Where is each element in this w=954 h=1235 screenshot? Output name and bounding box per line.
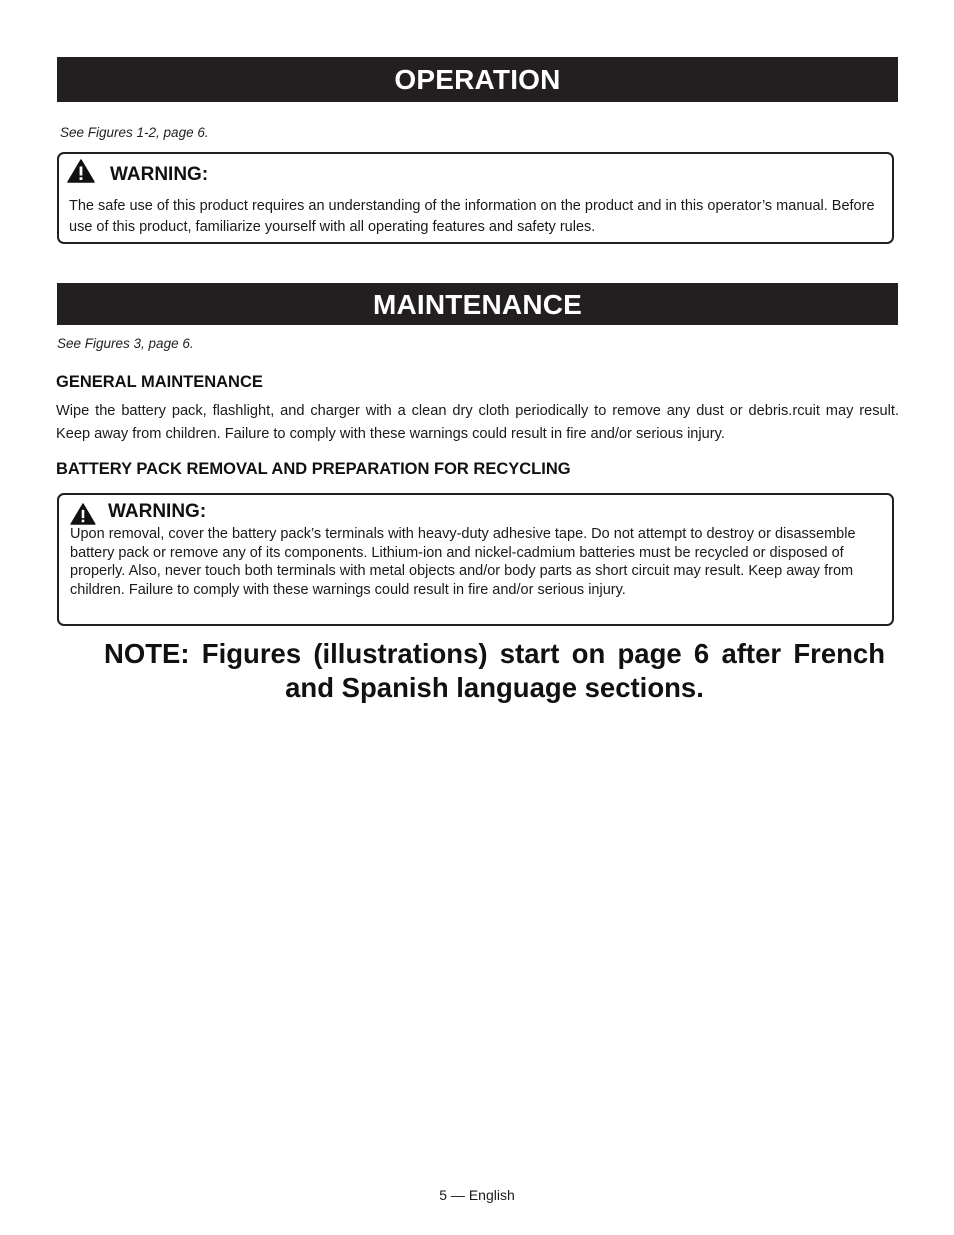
operation-warning-box <box>57 152 894 244</box>
warning-text: The safe use of this product requires an understanding of the information on the product and in this operator’s manual. Before use of this product, familiarize yourself with all operating features and safety rules. <box>69 198 875 235</box>
maintenance-banner: MAINTENANCE <box>57 283 898 325</box>
general-maintenance-text: Wipe the battery pack, flashlight, and charger with a clean dry cloth periodically to remove any dust or debris.rcuit may result. Keep away from children. Failure to comply with these warnings could result in fire and/or serious injury. <box>56 403 899 442</box>
figures-note-line-1: NOTE: Figures (illustrations) start on page 6 after French <box>104 638 885 669</box>
warning-title: WARNING: <box>110 164 209 185</box>
warning-title: WARNING: <box>108 501 207 522</box>
battery-warning-box <box>57 493 894 626</box>
operation-banner: OPERATION <box>57 57 898 102</box>
general-maintenance-heading: GENERAL MAINTENANCE <box>56 373 263 391</box>
figures-note <box>104 637 885 705</box>
warning-triangle-icon <box>70 503 96 525</box>
battery-recycling-heading: BATTERY PACK REMOVAL AND PREPARATION FOR RECYCLING <box>56 460 571 478</box>
operation-see-figures: See Figures 1-2, page 6. <box>60 125 209 140</box>
warning-text: Upon removal, cover the battery pack’s terminals with heavy-duty adhesive tape. Do not attempt to destroy or disassemble battery pack or remove any of its components. Lithium-ion and nickel-cadmium batteries must be recycled or disposed of properly. Also, never touch both terminals with metal objects and/or body parts as short circuit may result. Keep away from children. Failure to comply with these warnings could result in fire and/or serious injury. <box>70 526 856 598</box>
figures-note-line-2: and Spanish language sections. <box>285 672 704 703</box>
warning-triangle-icon <box>67 159 95 183</box>
maintenance-see-figures: See Figures 3, page 6. <box>57 336 194 351</box>
page-footer: 5 — English <box>439 1187 515 1203</box>
